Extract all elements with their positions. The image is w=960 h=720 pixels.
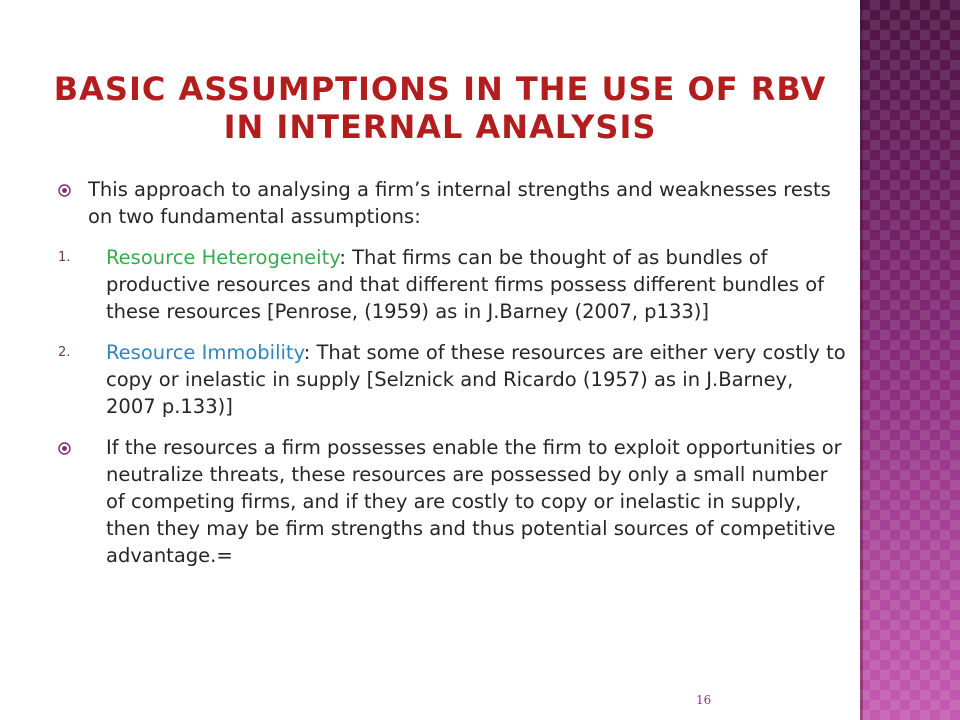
assumption-text-2: : That some of these resources are either very costly to copy or inelastic in supply [Selznick and Ricardo (1957) as in J.Barney, 2007 p.133)] — [106, 341, 846, 418]
assumption-item-2 — [58, 339, 848, 420]
slide-body — [58, 176, 848, 569]
slide-number: 16 — [696, 693, 712, 707]
conclusion-bullet-text: If the resources a firm possesses enable the firm to exploit opportunities or neutralize threats, these resources are possessed by only a small number of competing firms, and if they are costly to copy or inelastic in supply, then they may be firm strengths and thus potential sources of competitive advantage.= — [106, 436, 842, 567]
assumption-term-2: Resource Immobility — [106, 341, 304, 364]
assumption-number-2: 2. — [58, 345, 71, 360]
assumption-term-1: Resource Heterogeneity — [106, 246, 340, 269]
slide-title: BASIC ASSUMPTIONS IN THE USE OF RBV IN INTERNAL ANALYSIS — [53, 70, 827, 146]
intro-bullet-text: This approach to analysing a firm’s internal strengths and weaknesses rests on two fundamental assumptions: — [88, 178, 831, 228]
intro-bullet-item — [58, 176, 848, 230]
assumption-item-1 — [58, 244, 848, 325]
assumption-number-1: 1. — [58, 250, 71, 265]
decorative-side-band — [860, 0, 960, 720]
conclusion-bullet-item — [58, 434, 848, 569]
assumption-text-1: : That firms can be thought of as bundles of productive resources and that different firms possess different bundles of these resources [Penrose, (1959) as in J.Barney (2007, p133)] — [106, 246, 825, 323]
